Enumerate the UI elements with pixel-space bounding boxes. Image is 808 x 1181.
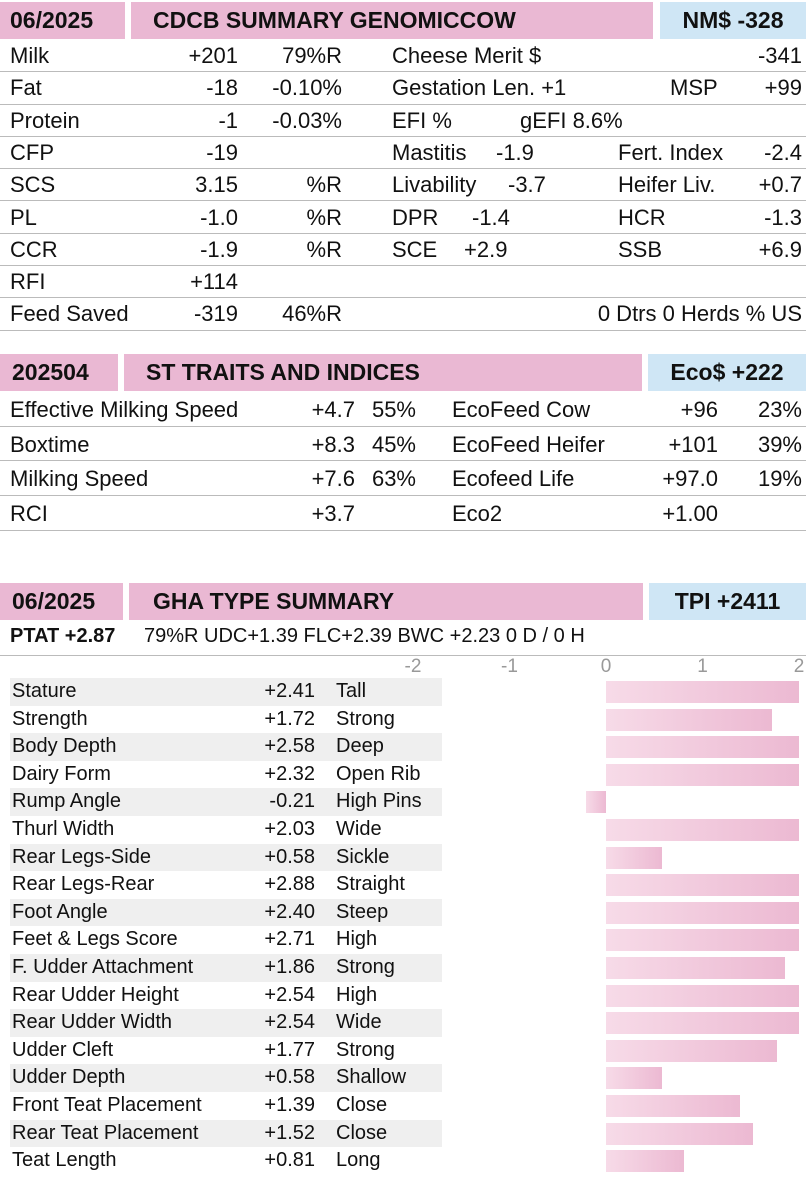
gha-trait-value: +0.81 xyxy=(264,1149,315,1172)
st-value-a: +3.7 xyxy=(311,501,355,527)
gha-trait-name: Stature xyxy=(12,680,77,702)
axis-tick-label: -1 xyxy=(501,656,518,677)
gha-trait-value: +0.58 xyxy=(264,1066,315,1089)
summary-trait-value: 3.15 xyxy=(195,172,238,198)
gha-trait-name: Body Depth xyxy=(12,735,117,758)
gha-trait-bar xyxy=(606,957,785,979)
gha-trait-value: +1.77 xyxy=(264,1038,315,1061)
gha-trait-name: Rear Legs-Side xyxy=(12,845,151,868)
gha-trait-name: Rump Angle xyxy=(12,790,121,813)
gha-trait-desc: Sickle xyxy=(336,845,390,868)
summary-col3-value: -2.4 xyxy=(764,139,802,165)
summary-trait-rel: -0.03% xyxy=(272,107,342,133)
summary-col3-label: SSB xyxy=(618,236,663,262)
st-row xyxy=(0,427,806,462)
st-date: 202504 xyxy=(0,354,118,391)
summary-trait-rel: %R xyxy=(306,236,342,262)
gha-trait-bar xyxy=(606,985,799,1007)
st-title: ST TRAITS AND INDICES xyxy=(124,354,642,391)
st-row xyxy=(0,496,806,531)
gha-trait-value: -0.21 xyxy=(269,790,315,813)
gha-trait-value: +2.40 xyxy=(264,900,315,923)
gha-trait-name: F. Udder Attachment xyxy=(12,956,194,978)
gha-trait-desc: Shallow xyxy=(336,1066,407,1089)
summary-col3-label: MSP xyxy=(670,75,718,101)
gha-trait-name: Teat Length xyxy=(12,1149,117,1172)
summary-col2-label: DPR xyxy=(392,204,439,230)
summary-col3-label: Fert. Index xyxy=(618,139,724,165)
summary-col3-value: +6.9 xyxy=(758,236,802,262)
summary-col2-label: Cheese Merit $ xyxy=(392,43,542,68)
summary-trait-value: -18 xyxy=(206,75,238,101)
gha-trait-value: +1.86 xyxy=(264,956,315,978)
summary-row xyxy=(0,234,806,266)
summary-col2-value: -3.7 xyxy=(508,172,546,198)
gha-trait-name: Rear Udder Height xyxy=(12,983,179,1006)
summary-row xyxy=(0,137,806,169)
summary-row xyxy=(0,202,806,234)
st-value-b: +96 xyxy=(680,397,718,422)
st-trait-b: Ecofeed Life xyxy=(452,466,575,492)
gha-trait-desc: Straight xyxy=(336,873,405,896)
summary-col3-value: +0.7 xyxy=(758,172,802,198)
st-value-a: +8.3 xyxy=(311,431,355,457)
summary-col2-value: gEFI 8.6% xyxy=(520,107,623,133)
gha-trait-name: Rear Udder Width xyxy=(12,1011,173,1034)
summary-trait-name: CFP xyxy=(10,139,54,165)
gha-trait-value: +2.54 xyxy=(264,1011,315,1034)
gha-trait-bar xyxy=(606,929,799,951)
gha-trait-desc: Strong xyxy=(336,956,395,978)
summary-trait-rel: 46%R xyxy=(282,301,342,327)
gha-trait-desc: Close xyxy=(336,1121,388,1144)
summary-index: NM$ -328 xyxy=(660,2,806,39)
gha-trait-value: +1.39 xyxy=(264,1094,315,1116)
gha-trait-name: Front Teat Placement xyxy=(12,1094,202,1116)
st-rel-b: 19% xyxy=(757,466,802,492)
gha-trait-bar xyxy=(586,791,606,813)
summary-trait-name: Protein xyxy=(10,107,80,133)
summary-row xyxy=(0,169,806,201)
gha-trait-value: +2.54 xyxy=(264,983,315,1006)
summary-trait-value: +114 xyxy=(190,269,238,295)
gha-trait-desc: Steep xyxy=(336,900,389,923)
gha-trait-bar xyxy=(606,1067,662,1089)
gha-subline: 79%R UDC+1.39 FLC+2.39 BWC +2.23 0 D / 0 H xyxy=(144,625,585,647)
gha-trait-value: +2.71 xyxy=(264,928,315,951)
summary-col2-label: EFI % xyxy=(392,107,452,133)
gha-trait-name: Dairy Form xyxy=(12,762,111,785)
gha-trait-desc: Strong xyxy=(336,1038,395,1061)
summary-trait-rel: %R xyxy=(306,204,342,230)
axis-tick-label: -2 xyxy=(404,656,422,677)
st-trait-a: RCI xyxy=(10,501,48,527)
st-rel-a: 45% xyxy=(371,431,416,457)
summary-trait-name: Feed Saved xyxy=(10,301,129,327)
gha-trait-value: +2.03 xyxy=(264,818,315,840)
summary-trait-name: PL xyxy=(10,204,37,230)
gha-trait-bar xyxy=(606,819,799,841)
gha-trait-name: Udder Cleft xyxy=(12,1038,114,1061)
gha-trait-value: +1.52 xyxy=(264,1121,315,1144)
gha-trait-bar xyxy=(606,709,772,731)
st-row xyxy=(0,392,806,427)
gha-trait-value: +2.32 xyxy=(264,762,315,785)
st-trait-a: Milking Speed xyxy=(10,466,149,492)
gha-trait-bar xyxy=(606,902,799,924)
gha-date: 06/2025 xyxy=(0,583,123,620)
st-value-a: +4.7 xyxy=(311,397,355,422)
gha-trait-value: +2.41 xyxy=(264,680,315,702)
gha-trait-name: Strength xyxy=(12,707,88,730)
summary-col3-value: -341 xyxy=(757,43,802,68)
summary-col2-value: -1.9 xyxy=(496,139,534,165)
st-trait-a: Boxtime xyxy=(10,431,90,457)
summary-trait-name: CCR xyxy=(10,236,58,262)
gha-trait-bar xyxy=(606,874,799,896)
summary-trait-rel: -0.10% xyxy=(272,75,342,101)
gha-index: TPI +2411 xyxy=(649,583,806,620)
gha-trait-desc: Close xyxy=(336,1094,388,1116)
gha-trait-bar xyxy=(606,1123,753,1145)
summary-col2-label: Livability xyxy=(392,172,477,198)
summary-trait-value: -19 xyxy=(206,139,238,165)
st-trait-b: Eco2 xyxy=(452,501,503,527)
summary-trait-name: Fat xyxy=(10,75,42,101)
summary-col2-label: SCE xyxy=(392,236,438,262)
summary-trait-name: SCS xyxy=(10,172,56,198)
summary-title: CDCB SUMMARY GENOMICCOW xyxy=(131,2,653,39)
summary-trait-value: -1.0 xyxy=(200,204,238,230)
summary-col2-value: +2.9 xyxy=(464,236,508,262)
st-value-b: +101 xyxy=(668,431,718,457)
gha-trait-name: Rear Legs-Rear xyxy=(12,873,155,896)
gha-trait-desc: Long xyxy=(336,1149,381,1172)
summary-col3-value: +99 xyxy=(764,75,802,101)
gha-trait-bar xyxy=(606,1150,684,1172)
summary-col3-label: HCR xyxy=(618,204,666,230)
axis-tick-label: 1 xyxy=(697,656,708,677)
summary-trait-value: -319 xyxy=(193,301,238,327)
st-rel-a: 63% xyxy=(371,466,416,492)
gha-trait-value: +2.58 xyxy=(264,735,315,758)
summary-col2-label: Mastitis xyxy=(392,139,467,165)
summary-trait-value: -1 xyxy=(218,107,238,133)
st-value-b: +1.00 xyxy=(662,501,718,527)
gha-trait-desc: High xyxy=(336,983,378,1006)
gha-trait-bar xyxy=(606,1095,740,1117)
summary-col3-value: 0 Dtrs 0 Herds % US xyxy=(597,301,802,327)
summary-col2-value: -1.4 xyxy=(472,204,510,230)
st-value-b: +97.0 xyxy=(662,466,718,492)
summary-trait-name: Milk xyxy=(10,43,50,68)
gha-trait-value: +2.88 xyxy=(264,873,315,896)
summary-row xyxy=(0,105,806,137)
gha-trait-bar xyxy=(606,1012,799,1034)
summary-trait-rel: 79%R xyxy=(282,43,342,68)
summary-trait-value: -1.9 xyxy=(200,236,238,262)
gha-trait-name: Thurl Width xyxy=(12,818,115,840)
gha-trait-desc: Strong xyxy=(336,707,395,730)
gha-trait-desc: Wide xyxy=(336,1011,382,1034)
gha-trait-desc: Tall xyxy=(336,680,367,702)
gha-trait-name: Udder Depth xyxy=(12,1066,126,1089)
st-rel-b: 23% xyxy=(757,397,802,422)
gha-trait-name: Feet & Legs Score xyxy=(12,928,178,951)
axis-tick-label: 0 xyxy=(600,656,612,677)
st-index: Eco$ +222 xyxy=(648,354,806,391)
gha-title: GHA TYPE SUMMARY xyxy=(129,583,643,620)
gha-trait-value: +1.72 xyxy=(264,707,315,730)
gha-trait-desc: High xyxy=(336,928,378,951)
gha-trait-desc: High Pins xyxy=(336,790,422,813)
summary-row xyxy=(0,298,806,330)
axis-tick-label: 2 xyxy=(793,656,805,677)
gha-trait-value: +0.58 xyxy=(264,845,315,868)
st-row xyxy=(0,461,806,496)
ptat-value: PTAT +2.87 xyxy=(10,625,116,647)
st-rel-b: 39% xyxy=(757,431,802,457)
gha-trait-bar xyxy=(606,681,799,703)
gha-trait-bar xyxy=(606,764,799,786)
st-trait-a: Effective Milking Speed xyxy=(10,397,239,422)
summary-col2-label: Gestation Len. +1 xyxy=(392,75,567,101)
gha-trait-name: Foot Angle xyxy=(12,900,108,923)
gha-trait-desc: Open Rib xyxy=(336,762,421,785)
gha-trait-desc: Deep xyxy=(336,735,384,758)
summary-row xyxy=(0,266,806,298)
summary-trait-name: RFI xyxy=(10,269,46,295)
st-trait-b: EcoFeed Cow xyxy=(452,397,591,422)
summary-date: 06/2025 xyxy=(0,2,125,39)
summary-trait-rel: %R xyxy=(306,172,342,198)
st-value-a: +7.6 xyxy=(311,466,355,492)
summary-row xyxy=(0,72,806,104)
summary-col3-value: -1.3 xyxy=(764,204,802,230)
gha-trait-bar xyxy=(606,847,662,869)
gha-trait-name: Rear Teat Placement xyxy=(12,1121,199,1144)
summary-row xyxy=(0,40,806,72)
st-trait-b: EcoFeed Heifer xyxy=(452,431,605,457)
gha-trait-desc: Wide xyxy=(336,818,382,840)
st-rel-a: 55% xyxy=(371,397,416,422)
gha-trait-bar xyxy=(606,1040,777,1062)
summary-col3-label: Heifer Liv. xyxy=(618,172,716,198)
gha-trait-bar xyxy=(606,736,799,758)
summary-trait-value: +201 xyxy=(188,43,238,68)
